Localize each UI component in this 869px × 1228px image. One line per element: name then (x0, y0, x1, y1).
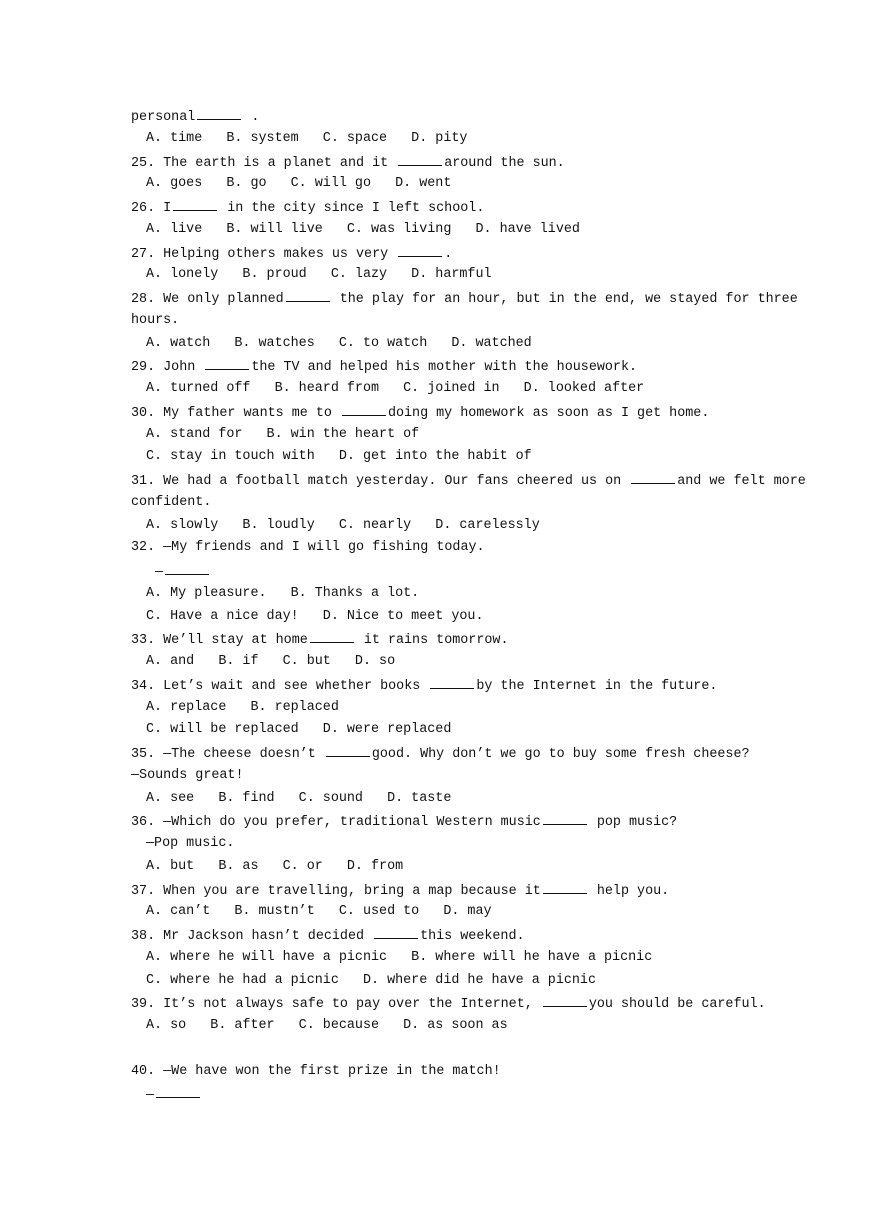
question-line (131, 287, 798, 310)
question-text: pop music? (588, 815, 678, 831)
question-text: 29. John (131, 360, 204, 376)
question-text: —Pop music. (146, 836, 235, 851)
options-text: A. and B. if C. but D. so (146, 654, 396, 669)
question-text: 26. I (131, 201, 172, 216)
question-line (131, 879, 741, 902)
answer-options (131, 424, 741, 447)
question-text: confident. (131, 494, 212, 510)
question-text: around the sun. (444, 155, 565, 171)
answer-blank (430, 674, 474, 689)
question-text: 30. My father wants me to (131, 405, 340, 421)
question-line (131, 924, 741, 947)
question-line (131, 1061, 741, 1084)
answer-blank (342, 401, 386, 416)
answer-blank (286, 287, 330, 302)
question-text: it rains tomorrow. (355, 633, 509, 649)
question-text: 32. —My friends and I will go fishing today. (131, 540, 485, 556)
answer-options (131, 970, 741, 993)
options-text: A. replace B. replaced (146, 699, 339, 715)
dialogue-reply (131, 1083, 741, 1106)
answer-blank (205, 355, 249, 370)
options-text: A. but B. as C. or D. from (146, 858, 404, 874)
question-text: 38. Mr Jackson hasn’t decided (131, 929, 373, 944)
options-text: A. stand for B. win the heart of (146, 426, 420, 442)
options-text: A. so B. after C. because D. as soon as (146, 1018, 508, 1033)
answer-options (131, 606, 741, 629)
answer-blank (543, 879, 587, 894)
answer-options (131, 697, 741, 720)
answer-options (131, 515, 741, 538)
answer-options (131, 947, 741, 970)
question-line (131, 674, 741, 697)
question-line (131, 401, 741, 424)
answer-blank (543, 810, 587, 825)
question-text: you should be careful. (588, 997, 766, 1013)
options-text: A. slowly B. loudly C. nearly D. carelessly (146, 517, 540, 533)
answer-options (131, 173, 741, 196)
answer-blank (374, 924, 418, 939)
question-text: personal (131, 110, 196, 125)
answer-blank (165, 560, 209, 575)
options-text: C. stay in touch with D. get into the habit of (146, 449, 532, 465)
question-text: 33. We’ll stay at home (131, 633, 308, 649)
question-line (131, 151, 741, 174)
options-text: A. time B. system C. space D. pity (146, 130, 468, 146)
question-line (131, 196, 741, 219)
answer-blank (326, 742, 370, 757)
question-line (131, 765, 741, 788)
options-text: A. where he will have a picnic B. where will he have a picnic (146, 949, 653, 965)
question-text: by the Internet in the future. (476, 678, 718, 694)
question-text: the TV and helped his mother with the housework. (251, 360, 638, 376)
question-line (131, 242, 741, 265)
question-line (131, 992, 766, 1015)
question-text: and we felt more (677, 474, 806, 489)
options-text: A. live B. will live C. was living D. have lived (146, 221, 580, 237)
question-line (131, 310, 741, 333)
answer-blank (197, 105, 241, 120)
question-text: 25. The earth is a planet and it (131, 155, 397, 171)
answer-options (131, 651, 741, 674)
dialogue-reply (131, 560, 741, 583)
question-text: . (243, 110, 260, 125)
question-text: good. Why don’t we go to buy some fresh cheese? (371, 747, 750, 762)
answer-options (131, 333, 741, 356)
answer-blank (310, 628, 354, 643)
question-line (131, 537, 741, 560)
question-text: 37. When you are travelling, bring a map because it (131, 883, 541, 899)
answer-blank (398, 151, 442, 166)
question-text: help you. (588, 883, 670, 899)
answer-options (131, 128, 741, 151)
question-line (131, 742, 750, 765)
question-text: —Sounds great! (131, 767, 244, 783)
spacer-line (131, 1038, 741, 1061)
question-text: 35. —The cheese doesn’t (131, 747, 324, 762)
question-text: 34. Let’s wait and see whether books (131, 678, 429, 694)
question-text: — (155, 565, 164, 580)
answer-blank (543, 992, 587, 1007)
answer-options (131, 264, 741, 287)
options-text: A. My pleasure. B. Thanks a lot. (146, 585, 420, 601)
answer-options (131, 219, 741, 242)
dialogue-reply (131, 833, 741, 856)
answer-blank (631, 469, 675, 484)
answer-options (131, 719, 741, 742)
question-text: this weekend. (420, 929, 525, 944)
question-text: 40. —We have won the first prize in the match! (131, 1063, 501, 1079)
answer-options (131, 583, 741, 606)
options-text: C. Have a nice day! D. Nice to meet you. (146, 608, 484, 624)
answer-options (131, 856, 741, 879)
answer-options (131, 378, 741, 401)
question-text: in the city since I left school. (219, 201, 485, 216)
question-text: the play for an hour, but in the end, we stayed for three (331, 292, 798, 307)
question-line (131, 628, 741, 651)
options-text: A. lonely B. proud C. lazy D. harmful (146, 267, 492, 283)
question-text: 39. It’s not always safe to pay over the Internet, (131, 997, 541, 1013)
question-line (131, 810, 741, 833)
answer-options (131, 1015, 741, 1038)
exam-page (131, 105, 806, 1106)
answer-blank (398, 242, 442, 257)
question-text: 36. —Which do you prefer, traditional Western music (131, 815, 541, 831)
answer-options (131, 788, 741, 811)
options-text: A. turned off B. heard from C. joined in D. looked after (146, 381, 645, 396)
question-line (131, 469, 806, 492)
options-text: A. see B. find C. sound D. taste (146, 790, 452, 806)
question-text: doing my homework as soon as I get home. (387, 405, 710, 421)
options-text: A. goes B. go C. will go D. went (146, 176, 452, 192)
question-text: 27. Helping others makes us very (131, 246, 397, 262)
question-line (131, 105, 741, 128)
question-line (131, 492, 741, 515)
answer-blank (156, 1083, 200, 1098)
options-text: A. can’t B. mustn’t C. used to D. may (146, 904, 492, 920)
answer-options (131, 901, 741, 924)
options-text: C. will be replaced D. were replaced (146, 722, 452, 738)
question-text: hours. (131, 312, 180, 328)
options-text: C. where he had a picnic D. where did he have a picnic (146, 972, 596, 988)
question-text: 28. We only planned (131, 292, 284, 307)
question-text: 31. We had a football match yesterday. Our fans cheered us on (131, 474, 630, 489)
answer-blank (173, 196, 217, 211)
question-text: — (146, 1088, 155, 1104)
question-text: . (444, 246, 453, 262)
options-text: A. watch B. watches C. to watch D. watched (146, 335, 532, 351)
answer-options (131, 446, 741, 469)
question-line (131, 355, 741, 378)
